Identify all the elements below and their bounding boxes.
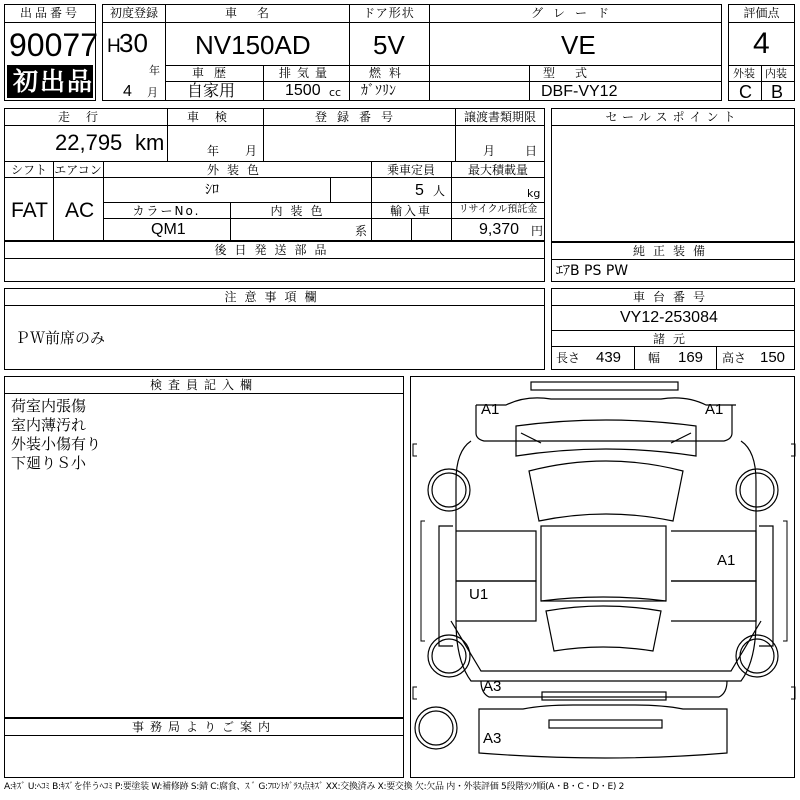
ac-label: エアコン: [54, 163, 102, 177]
mileage-unit: km: [135, 130, 165, 155]
inspection-label: 車検: [186, 110, 243, 124]
door-label: ドア形状: [363, 6, 415, 20]
damage-mark: A1: [481, 401, 500, 418]
chassis-box: [551, 288, 795, 370]
damage-mark: A3: [483, 730, 502, 747]
office-label: 事務局よりご案内: [131, 720, 276, 734]
displacement: 1500: [285, 82, 321, 99]
height-label: 高さ: [722, 351, 747, 365]
seats-label: 乗車定員: [386, 163, 435, 177]
import-label: 輸入車: [389, 204, 432, 218]
inspector-label: 検査員記入欄: [149, 378, 258, 392]
first-reg-month: 4: [123, 83, 132, 100]
reg-no-label: 登録番号: [314, 110, 403, 124]
car-name: NV150AD: [195, 30, 311, 60]
inspector-note: 荷室内張傷: [11, 397, 87, 415]
width: 169: [678, 349, 704, 366]
year-unit: 年: [149, 64, 160, 77]
ac: AC: [65, 199, 95, 222]
damage-mark: U1: [469, 586, 489, 603]
chassis-number: VY12-253084: [620, 309, 718, 326]
chassis-label: 車台番号: [632, 290, 713, 304]
transfer-month: 月: [483, 144, 496, 158]
shift-label: シフト: [10, 163, 47, 177]
car-outline: [411, 377, 796, 779]
fuel: ｶﾞｿﾘﾝ: [361, 83, 396, 99]
history-label: 車歴: [191, 66, 236, 80]
first-reg-year: 30: [119, 28, 148, 58]
later-parts-box: [4, 241, 545, 282]
car-diagram: [410, 376, 795, 778]
exterior-grade: C: [739, 82, 752, 102]
caution-label: 注意事項欄: [224, 290, 325, 304]
seats: 5: [415, 182, 424, 199]
sales-points-box: [551, 108, 795, 242]
displacement-label: 排気量: [278, 66, 333, 80]
lot-box: [4, 4, 96, 101]
car-name-label: 車名: [224, 6, 289, 20]
fuel-label: 燃料: [368, 66, 409, 80]
spec-grid: [4, 108, 545, 241]
grade: VE: [561, 30, 596, 60]
displacement-unit: cc: [329, 86, 342, 99]
shift: FAT: [11, 199, 48, 222]
color: ｼﾛ: [205, 182, 219, 198]
recycle: 9,370: [479, 221, 520, 238]
transfer-label: 譲渡書類期限: [463, 110, 536, 124]
mileage-label: 走行: [57, 110, 114, 124]
history: 自家用: [187, 81, 236, 100]
seats-unit: 人: [433, 184, 446, 198]
max-load-label: 最大積載量: [467, 163, 528, 177]
equipment-box: [551, 242, 795, 282]
mileage: 22,795: [55, 130, 123, 155]
door: 5V: [373, 30, 405, 60]
color-label: 外装色: [206, 163, 267, 177]
height: 150: [760, 349, 786, 366]
insp-year-unit: 年: [207, 144, 220, 158]
interior-grade: B: [771, 82, 784, 102]
damage-mark: A3: [483, 678, 502, 695]
length-label: 長さ: [556, 351, 581, 365]
caution-text: ＰＷ前席のみ: [15, 329, 106, 347]
equipment: ｴｱB PS PW: [556, 263, 629, 279]
grade-label: グレード: [530, 6, 619, 20]
header-grid: [102, 4, 722, 101]
inspector-box: [4, 376, 404, 718]
model: DBF-VY12: [541, 83, 618, 100]
transfer-day: 日: [525, 144, 538, 158]
color-no: QM1: [151, 221, 186, 238]
era: H: [107, 36, 121, 57]
recycle-unit: 円: [531, 224, 544, 238]
model-label: 型式: [542, 66, 607, 80]
length: 439: [596, 349, 622, 366]
score-box: [728, 4, 795, 101]
color-no-label: カラーNo.: [132, 204, 201, 218]
inspector-note: 外装小傷有り: [11, 435, 102, 453]
interior-color-unit: 系: [355, 224, 368, 238]
inspector-note: 下廻りＳ小: [11, 454, 87, 472]
lot-label: 出品番号: [19, 6, 80, 20]
lot-number: 90077: [9, 27, 98, 63]
sales-points-label: セールスポイント: [605, 110, 741, 124]
max-load-unit: kg: [527, 187, 541, 200]
first-listing-text: 初出品: [13, 67, 95, 96]
interior-color-label: 内装色: [270, 204, 331, 218]
dimensions-label: 諸元: [652, 332, 693, 346]
damage-mark: A1: [717, 552, 736, 569]
office-box: [4, 718, 404, 778]
width-label: 幅: [648, 351, 661, 365]
legend: A:ｷｽﾞ U:ﾍｺﾐ B:ｷｽﾞを伴うﾍｺﾐ P:要塗装 W:補修跡 S:錆 C:腐食、ｽ ﾞ G:ﾌﾛﾝﾄｶﾞﾗｽ点ｷｽﾞ XX:交換済み X:要交換 欠:欠品 内・外装評価 5段階ﾗﾝｸ順(A・B・C・D・E) 2: [4, 782, 625, 792]
interior-grade-label: 内装: [765, 67, 787, 80]
recycle-label: リサイクル預託金: [458, 204, 538, 215]
insp-month-unit: 月: [245, 144, 258, 158]
caution-box: [4, 288, 545, 370]
month-unit: 月: [147, 86, 158, 99]
inspector-note: 室内薄汚れ: [11, 416, 87, 434]
score: 4: [753, 27, 770, 60]
score-label: 評価点: [743, 6, 780, 20]
damage-mark: A1: [705, 401, 724, 418]
exterior-grade-label: 外装: [733, 67, 755, 80]
later-parts-label: 後日発送部品: [214, 243, 335, 257]
first-reg-label: 初度登録: [109, 6, 158, 20]
equipment-label: 純正装備: [632, 244, 713, 258]
